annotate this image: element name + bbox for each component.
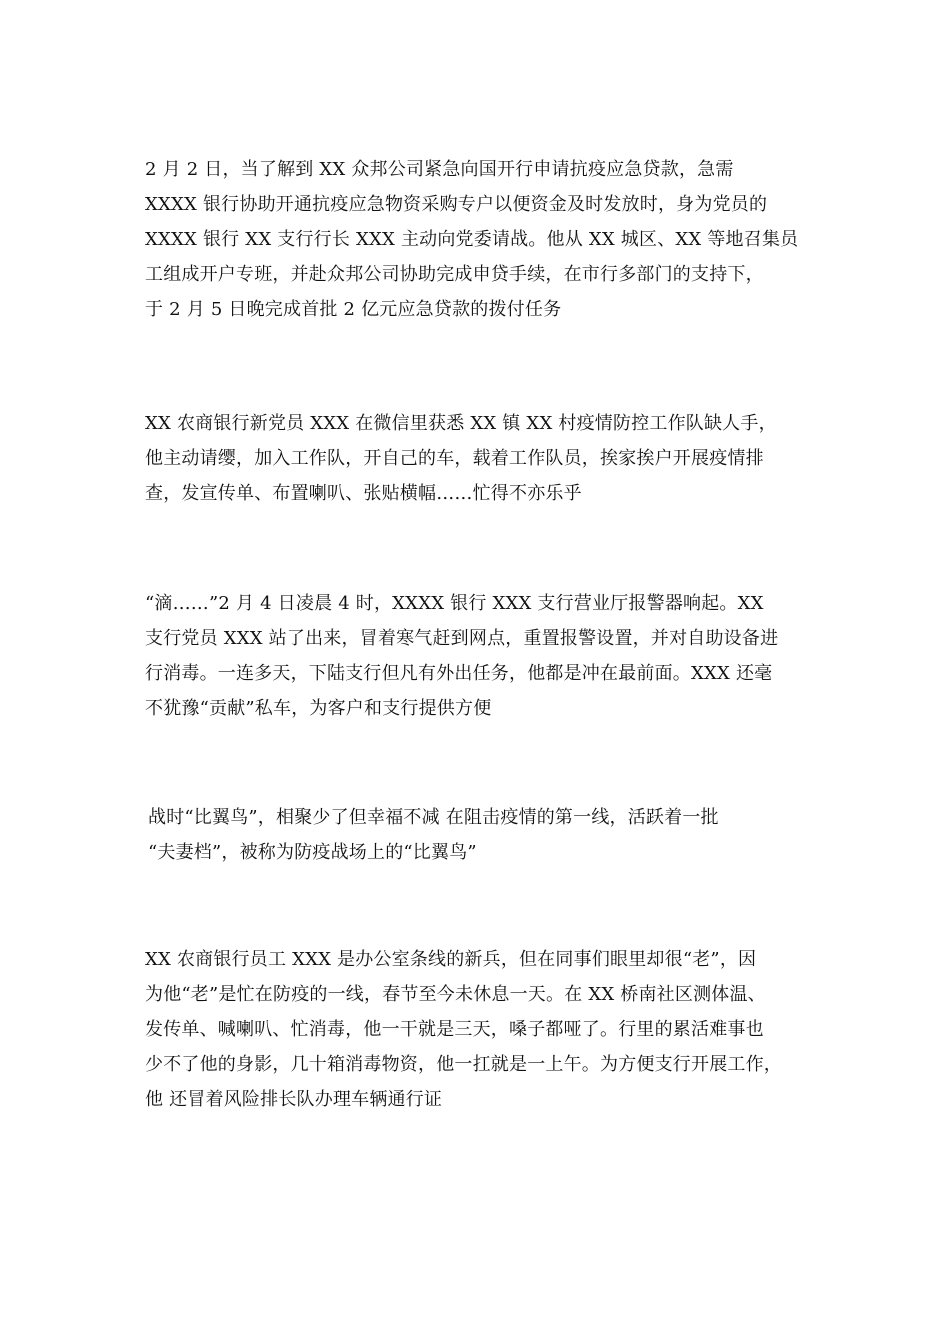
paragraph-line: 为他“老”是忙在防疫的一线，春节至今未休息一天。在 XX 桥南社区测体温、 <box>145 984 766 1005</box>
paragraph-line: “滴……”2 月 4 日凌晨 4 时，XXXX 银行 XXX 支行营业厅报警器响起。XX <box>145 593 764 614</box>
paragraph-new-staff <box>145 942 825 1117</box>
paragraph-line: 支行党员 XXX 站了出来，冒着寒气赶到网点，重置报警设置，并对自助设备进 <box>145 628 779 649</box>
paragraph-line: 工组成开户专班，并赴众邦公司协助完成申贷手续，在市行多部门的支持下， <box>145 264 764 285</box>
paragraph-alarm <box>145 586 825 726</box>
paragraph-line: 于 2 月 5 日晚完成首批 2 亿元应急贷款的拨付任务 <box>145 299 562 320</box>
paragraph-line: XX 农商银行新党员 XXX 在微信里获悉 XX 镇 XX 村疫情防控工作队缺人手， <box>145 413 777 434</box>
paragraph-line: 战时“比翼鸟”，相聚少了但幸福不减 在阻击疫情的第一线，活跃着一批 <box>148 807 719 828</box>
paragraph-line: 发传单、喊喇叭、忙消毒，他一干就是三天，嗓子都哑了。行里的累活难事也 <box>145 1019 764 1040</box>
paragraph-line: XX 农商银行员工 XXX 是办公室条线的新兵，但在同事们眼里却很“老”，因 <box>145 949 757 970</box>
paragraph-line: “夫妻档”，被称为防疫战场上的“比翼鸟” <box>148 842 477 863</box>
paragraph-line: 行消毒。一连多天，下陆支行但凡有外出任务，他都是冲在最前面。XXX 还毫 <box>145 663 773 684</box>
paragraph-line: 他主动请缨，加入工作队，开自己的车，载着工作队员，挨家挨户开展疫情排 <box>145 448 764 469</box>
paragraph-loan-task <box>145 152 825 327</box>
paragraph-couples <box>148 800 828 870</box>
paragraph-line: 少不了他的身影，几十箱消毒物资，他一扛就是一上午。为方便支行开展工作， <box>145 1054 782 1075</box>
paragraph-line: 查，发宣传单、布置喇叭、张贴横幅……忙得不亦乐乎 <box>145 483 582 504</box>
paragraph-line: XXXX 银行协助开通抗疫应急物资采购专户以便资金及时发放时，身为党员的 <box>145 194 768 215</box>
paragraph-line: 他 还冒着风险排长队办理车辆通行证 <box>145 1089 443 1110</box>
paragraph-volunteer <box>145 406 825 511</box>
paragraph-line: 不犹豫“贡献”私车，为客户和支行提供方便 <box>145 698 492 719</box>
paragraph-line: 2 月 2 日，当了解到 XX 众邦公司紧急向国开行申请抗疫应急贷款，急需 <box>145 159 734 180</box>
paragraph-line: XXXX 银行 XX 支行行长 XXX 主动向党委请战。他从 XX 城区、XX 等地召集员 <box>145 229 799 250</box>
